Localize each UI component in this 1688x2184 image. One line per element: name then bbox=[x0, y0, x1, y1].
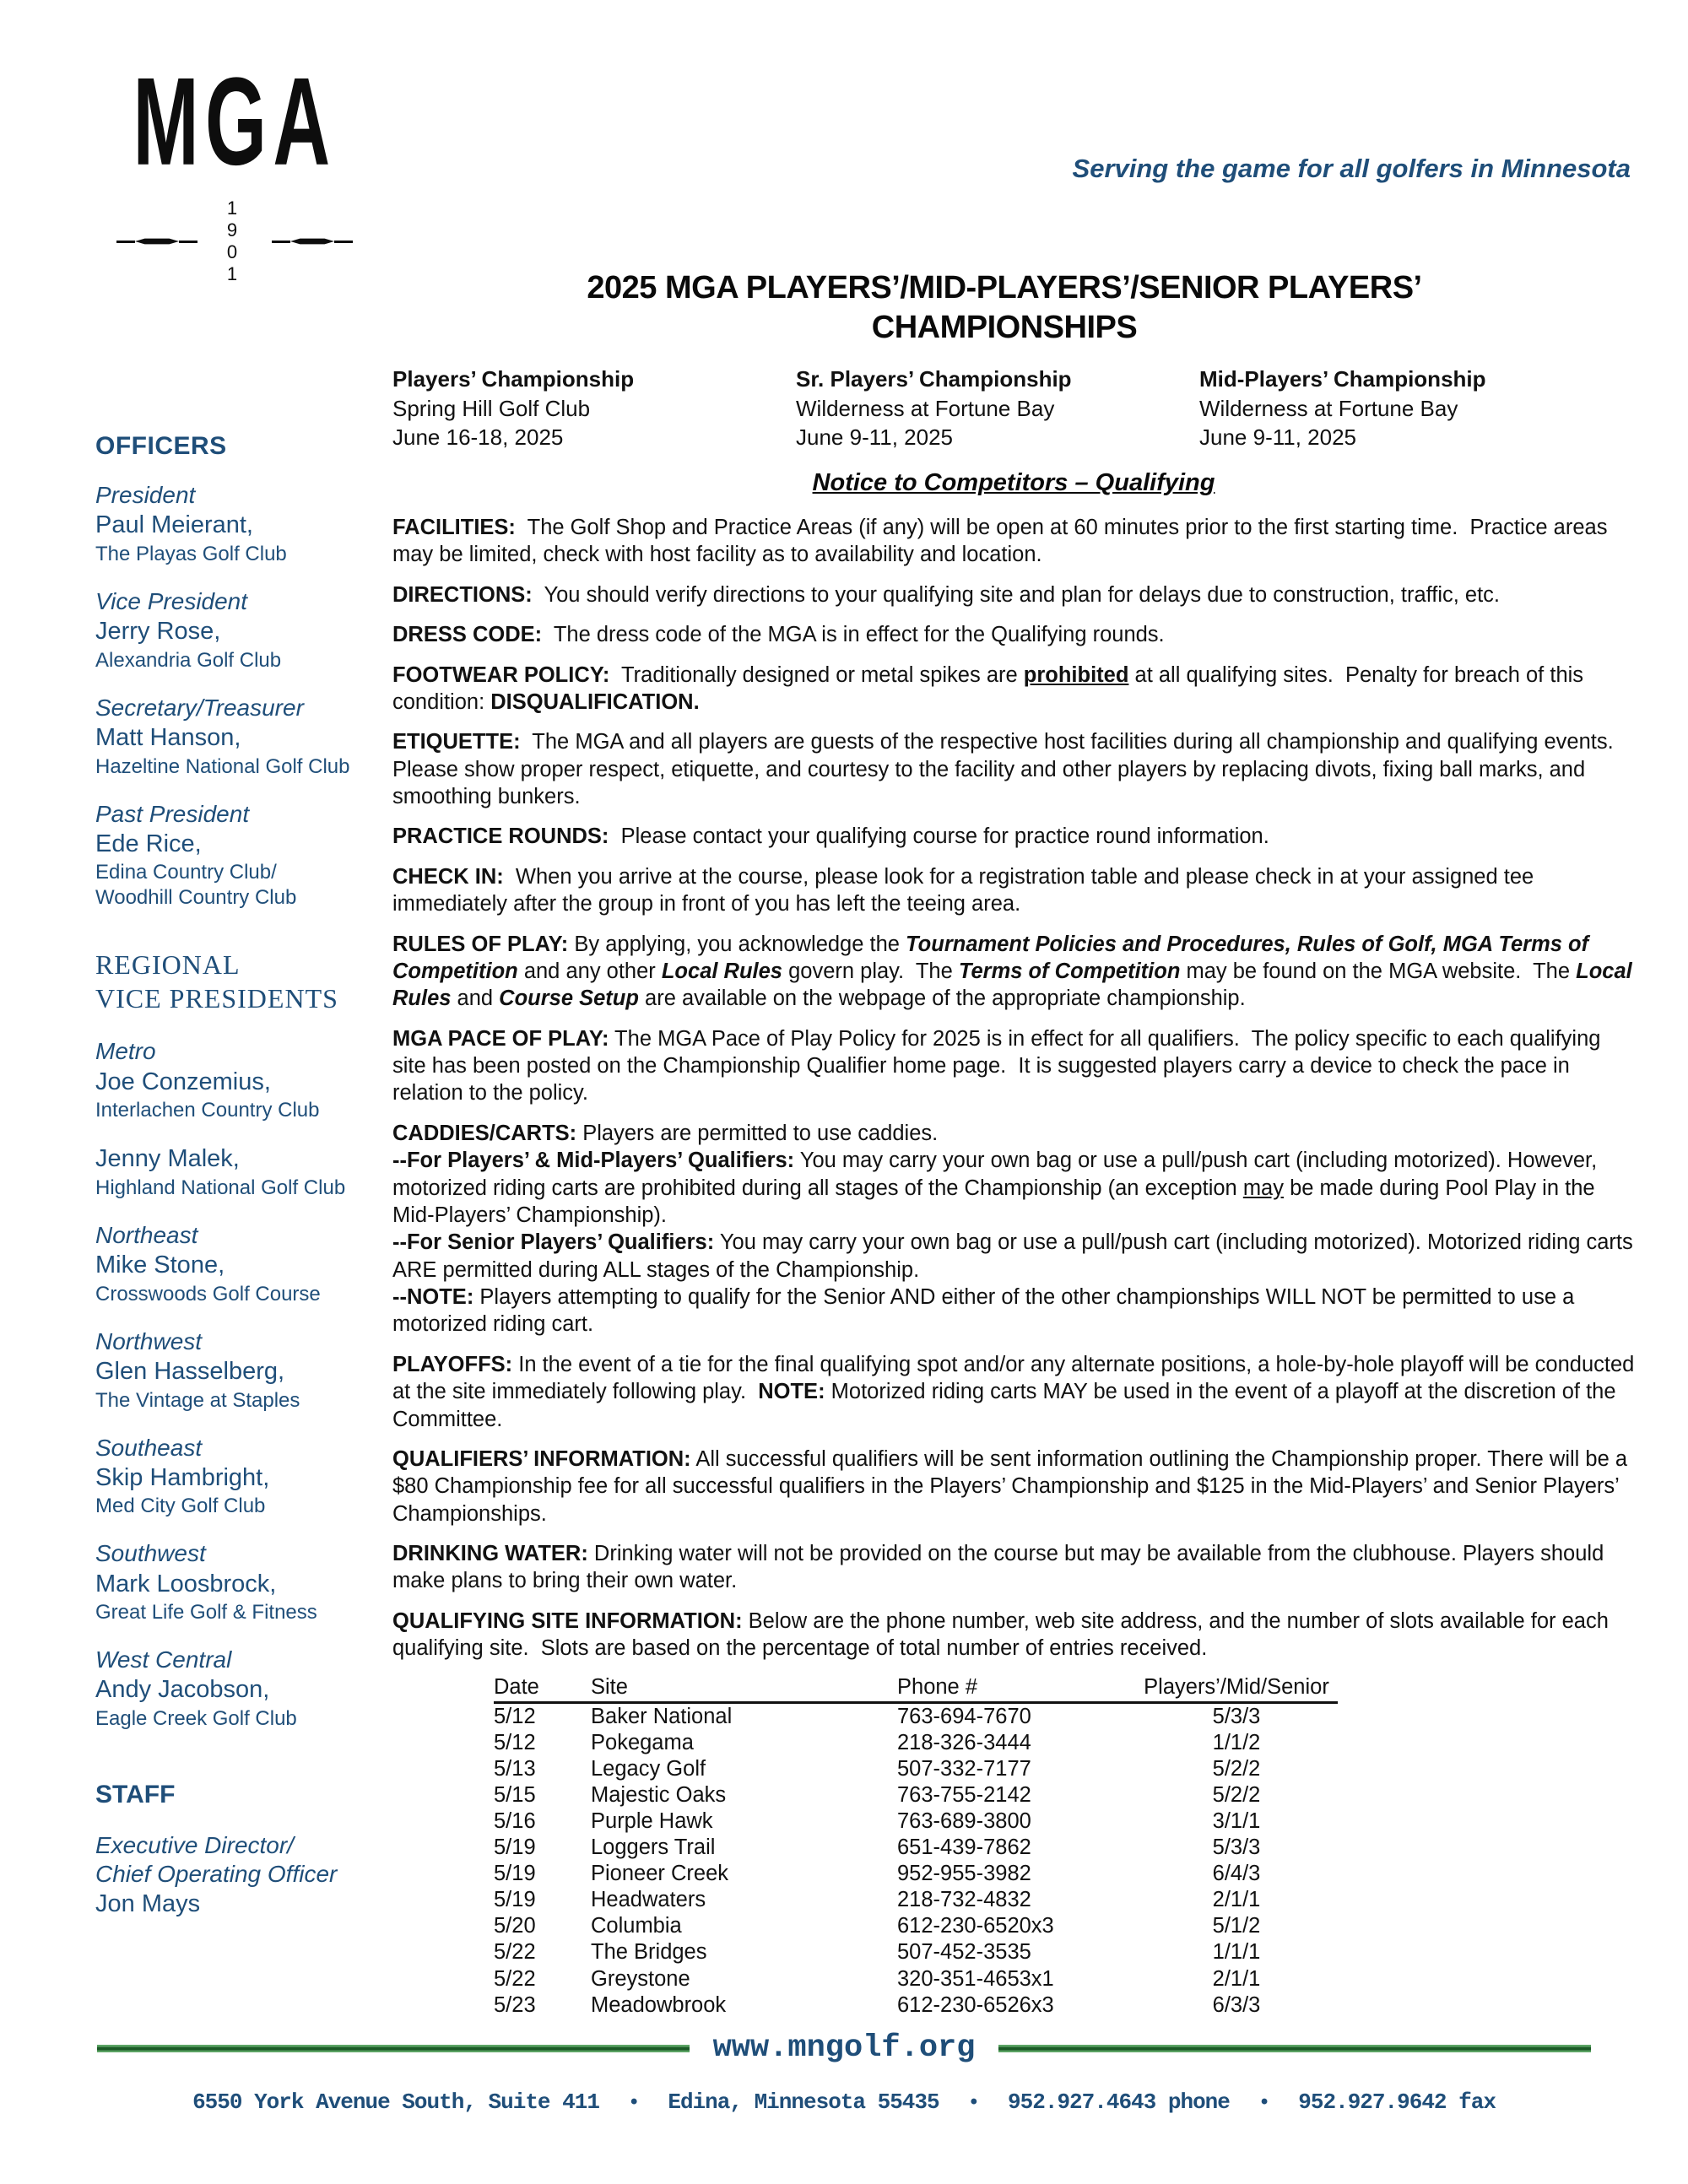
person-title: President bbox=[95, 482, 196, 508]
table-header-phone: Phone # bbox=[897, 1674, 978, 1699]
table-cell: 1/1/2 bbox=[1212, 1730, 1261, 1754]
person-name: Jon Mays bbox=[95, 1890, 201, 1918]
text-segment: and bbox=[451, 987, 500, 1011]
footer bbox=[0, 2030, 1688, 2115]
table-cell: Purple Hawk bbox=[591, 1808, 713, 1833]
text-segment: are available on the webpage of the appropriate championship. bbox=[638, 987, 1246, 1011]
text-segment: You should verify directions to your qualifying site and plan for delays due to construction, traffic, etc. bbox=[532, 582, 1501, 607]
text-segment: may bbox=[1242, 1176, 1284, 1200]
person-name: Jerry Rose, bbox=[95, 618, 221, 645]
sidebar-person bbox=[95, 1646, 374, 1732]
staff-list bbox=[95, 1831, 374, 1921]
paragraph-qualifiers-information bbox=[392, 1446, 1635, 1527]
table-row bbox=[494, 1992, 1338, 2019]
text-segment: and any other bbox=[517, 959, 662, 983]
championship-venue: Wilderness at Fortune Bay bbox=[796, 395, 1055, 421]
text-segment: Players attempting to qualify for the Senior AND either of the other championships WILL NOT be permitted to use a motorized riding cart. bbox=[392, 1285, 1581, 1337]
table-cell: 5/20 bbox=[494, 1914, 536, 1938]
table-cell: 6/4/3 bbox=[1212, 1862, 1261, 1886]
table-cell: 218-326-3444 bbox=[897, 1730, 1031, 1754]
table-row bbox=[494, 1887, 1338, 1913]
paragraph-caddies-senior bbox=[392, 1229, 1638, 1284]
sidebar bbox=[95, 432, 374, 1941]
text-segment: ETIQUETTE: bbox=[392, 730, 521, 754]
person-club: The Playas Golf Club bbox=[95, 542, 287, 565]
championship-players bbox=[392, 365, 796, 452]
table-header-site: Site bbox=[591, 1674, 628, 1699]
table-cell: 5/22 bbox=[494, 1966, 536, 1991]
text-segment: In the event of a tie for the final qualifying spot and/or any alternate positions, a hole-by-hole playoff will be conducted at the site immediately following play. bbox=[392, 1352, 1641, 1404]
footer-fax: 952.927.9642 fax bbox=[1298, 2089, 1496, 2115]
footer-address-row bbox=[0, 2089, 1688, 2115]
person-title: West Central bbox=[95, 1646, 232, 1673]
paragraph-pace-of-play bbox=[392, 1025, 1635, 1107]
championship-name: Sr. Players’ Championship bbox=[796, 366, 1072, 392]
table-cell: Pioneer Creek bbox=[591, 1862, 728, 1886]
table-cell: 612-230-6520x3 bbox=[897, 1914, 1054, 1938]
text-segment: You may carry your own bag or use a pull/push cart (including motorized). Motorized riding carts ARE permitted during ALL stages of the Championship. bbox=[392, 1230, 1638, 1282]
paragraph-directions bbox=[392, 581, 1635, 608]
championship-name: Mid-Players’ Championship bbox=[1199, 366, 1486, 392]
mga-logo-text: MGA bbox=[133, 51, 337, 192]
person-club: Highland National Golf Club bbox=[95, 1176, 346, 1199]
paragraph-practice-rounds bbox=[392, 823, 1635, 850]
table-row bbox=[494, 1808, 1338, 1835]
table-cell: 5/12 bbox=[494, 1704, 536, 1728]
table-cell: Legacy Golf bbox=[591, 1756, 706, 1781]
table-cell: Pokegama bbox=[591, 1730, 694, 1754]
text-segment: Below are the phone number, web site address, and the number of slots available for each qualifying site. Slots are based on the percentage of total number of entries received. bbox=[392, 1608, 1615, 1661]
page-title-line2: CHAMPIONSHIPS bbox=[871, 310, 1138, 346]
text-segment: govern play. The bbox=[782, 959, 959, 983]
tagline: Serving the game for all golfers in Minnesota bbox=[1072, 154, 1631, 183]
staff-header: STAFF bbox=[95, 1781, 176, 1809]
sidebar-person bbox=[95, 1143, 374, 1201]
championship-dates: June 9-11, 2025 bbox=[1199, 424, 1356, 451]
table-cell: Loggers Trail bbox=[591, 1835, 716, 1860]
text-segment: prohibited bbox=[1023, 662, 1129, 687]
text-segment: Players are permitted to use caddies. bbox=[576, 1121, 939, 1145]
table-cell: 5/22 bbox=[494, 1940, 536, 1965]
table-row bbox=[494, 1782, 1338, 1808]
text-segment: The MGA and all players are guests of the respective host facilities during all championship and qualifying events. Please show proper respect, etiquette, and courtesy to the facility and other players by replacing divots, fixing ball marks, and smoothing bunkers. bbox=[392, 730, 1626, 808]
table-row bbox=[494, 1756, 1338, 1782]
logo-ornament-right-icon bbox=[272, 238, 353, 246]
person-title: Vice President bbox=[95, 587, 248, 614]
table-row bbox=[494, 1861, 1338, 1887]
text-segment: The dress code of the MGA is in effect for the Qualifying rounds. bbox=[542, 623, 1165, 647]
text-segment: The Golf Shop and Practice Areas (if any) will be open at 60 minutes prior to the first starting time. Practice areas may be limited, check with host facility as to availability and location. bbox=[392, 516, 1614, 567]
table-row bbox=[494, 1730, 1338, 1756]
text-segment: --For Players’ & Mid-Players’ Qualifiers: bbox=[392, 1149, 795, 1173]
table-cell: Columbia bbox=[591, 1914, 682, 1938]
table-row bbox=[494, 1704, 1338, 1730]
person-title: Chief Operating Officer bbox=[95, 1861, 338, 1888]
text-segment: When you arrive at the course, please look for a registration table and please check in at your assigned tee immediately after the group in front of you has left the teeing area. bbox=[392, 864, 1540, 916]
text-segment: DIRECTIONS: bbox=[392, 582, 533, 607]
table-cell: 651-439-7862 bbox=[897, 1835, 1031, 1860]
person-name: Matt Hanson, bbox=[95, 723, 241, 751]
table-cell: 2/1/1 bbox=[1212, 1966, 1261, 1991]
text-segment: Please contact your qualifying course for practice round information. bbox=[609, 824, 1269, 849]
person-title: Southwest bbox=[95, 1540, 206, 1567]
text-segment: CADDIES/CARTS: bbox=[392, 1121, 577, 1145]
text-segment: Local Rules bbox=[392, 959, 1638, 1011]
paragraph-facilities bbox=[392, 514, 1635, 569]
mga-logo-year-row bbox=[116, 197, 353, 285]
person-name: Andy Jacobson, bbox=[95, 1676, 270, 1704]
person-title: Past President bbox=[95, 800, 250, 827]
person-club: Crosswoods Golf Course bbox=[95, 1282, 321, 1306]
person-club: Hazeltine National Golf Club bbox=[95, 754, 350, 778]
text-segment: The MGA Pace of Play Policy for 2025 is in effect for all qualifiers. The policy specific to each qualifying site has been posted on the Championship Qualifier home page. It is suggested players carry a device to check the pace in relation to the policy. bbox=[392, 1026, 1607, 1106]
sidebar-person bbox=[95, 800, 374, 911]
paragraph-playoffs bbox=[392, 1351, 1641, 1433]
mga-logo bbox=[116, 51, 353, 285]
table-cell: 5/13 bbox=[494, 1756, 536, 1781]
table-cell: 5/16 bbox=[494, 1808, 536, 1833]
sidebar-person bbox=[95, 1037, 374, 1123]
table-cell: 763-694-7670 bbox=[897, 1704, 1031, 1728]
mga-logo-year: 1 9 0 1 bbox=[226, 197, 250, 284]
text-segment: may be found on the MGA website. The bbox=[1180, 959, 1577, 983]
footer-website-row bbox=[97, 2030, 1591, 2066]
text-segment: Course Setup bbox=[499, 987, 639, 1011]
table-cell: 5/19 bbox=[494, 1888, 536, 1912]
regional-header-line1: REGIONAL bbox=[95, 949, 241, 981]
person-club: The Vintage at Staples bbox=[95, 1388, 300, 1412]
officers-list bbox=[95, 481, 374, 911]
qualifying-sites-table bbox=[494, 1675, 1338, 2019]
person-club: Eagle Creek Golf Club bbox=[95, 1707, 297, 1731]
text-segment: at all qualifying sites. Penalty for breach of this condition: bbox=[392, 662, 1590, 714]
paragraph-rules-of-play bbox=[392, 931, 1638, 1013]
logo-ornament-left-icon bbox=[116, 238, 197, 246]
text-segment: --For Senior Players’ Qualifiers: bbox=[392, 1230, 715, 1255]
person-title: Executive Director/ bbox=[95, 1832, 294, 1859]
table-cell: 5/2/2 bbox=[1212, 1782, 1261, 1807]
text-segment: Drinking water will not be provided on the course but may be available from the clubhouse. Players should make plans to bring their own water. bbox=[392, 1542, 1610, 1593]
championship-senior-players bbox=[796, 365, 1199, 452]
table-cell: 5/1/2 bbox=[1212, 1914, 1261, 1938]
table-cell: Headwaters bbox=[591, 1888, 706, 1912]
table-cell: 507-452-3535 bbox=[897, 1940, 1031, 1965]
person-name: Paul Meierant, bbox=[95, 511, 253, 539]
footer-bullet-icon: • bbox=[627, 2092, 640, 2115]
footer-green-rule-left bbox=[97, 2045, 690, 2052]
table-cell: 5/19 bbox=[494, 1862, 536, 1886]
table-cell: 6/3/3 bbox=[1212, 1992, 1261, 2017]
text-segment: FOOTWEAR POLICY: bbox=[392, 662, 610, 687]
table-cell: 5/15 bbox=[494, 1782, 536, 1807]
table-header-slots: Players’/Mid/Senior bbox=[1144, 1674, 1329, 1699]
notice-content bbox=[392, 469, 1641, 2019]
table-cell: 5/3/3 bbox=[1212, 1835, 1261, 1860]
footer-bullet-icon: • bbox=[1258, 2092, 1270, 2115]
table-body bbox=[494, 1704, 1338, 2019]
text-segment: PLAYOFFS: bbox=[392, 1352, 513, 1376]
text-segment: DISQUALIFICATION. bbox=[490, 689, 700, 714]
paragraph-qualifying-site-information bbox=[392, 1608, 1635, 1662]
sidebar-person bbox=[95, 1434, 374, 1520]
sidebar-person bbox=[95, 1539, 374, 1625]
person-name: Jenny Malek, bbox=[95, 1145, 240, 1173]
championship-name: Players’ Championship bbox=[392, 366, 635, 392]
person-title: Northeast bbox=[95, 1221, 198, 1248]
paragraph-etiquette bbox=[392, 728, 1635, 810]
person-club: Great Life Golf & Fitness bbox=[95, 1601, 317, 1624]
table-cell: 612-230-6526x3 bbox=[897, 1992, 1054, 2017]
championship-venue: Wilderness at Fortune Bay bbox=[1199, 395, 1458, 421]
sidebar-person bbox=[95, 1221, 374, 1307]
text-segment: PRACTICE ROUNDS: bbox=[392, 824, 609, 849]
table-cell: Meadowbrook bbox=[591, 1992, 727, 2017]
text-segment: --NOTE: bbox=[392, 1285, 474, 1309]
table-cell: 5/19 bbox=[494, 1835, 536, 1860]
paragraph-drinking-water bbox=[392, 1540, 1635, 1595]
person-club: Woodhill Country Club bbox=[95, 886, 297, 910]
table-row bbox=[494, 1913, 1338, 1939]
person-name: Ede Rice, bbox=[95, 830, 202, 857]
paragraph-dress-code bbox=[392, 621, 1635, 648]
page-title bbox=[371, 268, 1637, 348]
officers-header: OFFICERS bbox=[95, 432, 227, 460]
table-cell: 320-351-4653x1 bbox=[897, 1966, 1054, 1991]
person-name: Joe Conzemius, bbox=[95, 1068, 271, 1095]
notice-heading: Notice to Competitors – Qualifying bbox=[812, 469, 1215, 496]
text-segment: You may carry your own bag or use a pull/push cart (including motorized). However, motorized riding carts are prohibited during all stages of the Championship (an exception bbox=[392, 1149, 1604, 1200]
text-segment: QUALIFYING SITE INFORMATION: bbox=[392, 1608, 743, 1633]
championship-venue: Spring Hill Golf Club bbox=[392, 395, 591, 421]
text-segment: NOTE: bbox=[758, 1380, 825, 1404]
sidebar-person bbox=[95, 1831, 374, 1921]
footer-website-link[interactable]: www.mngolf.org bbox=[712, 2030, 976, 2066]
sidebar-person bbox=[95, 1327, 374, 1414]
table-cell: 2/1/1 bbox=[1212, 1888, 1261, 1912]
regional-vice-presidents-header bbox=[95, 948, 374, 1015]
footer-address: 6550 York Avenue South, Suite 411 bbox=[192, 2089, 599, 2115]
text-segment: FACILITIES: bbox=[392, 516, 516, 539]
text-segment: Terms of Competition bbox=[958, 959, 1181, 983]
table-cell: 507-332-7177 bbox=[897, 1756, 1031, 1781]
table-cell: Baker National bbox=[591, 1704, 733, 1728]
table-row bbox=[494, 1966, 1338, 1992]
text-segment: All successful qualifiers will be sent information outlining the Championship proper. There will be a $80 Championship fee for all successful qualifiers in the Players’ Championship and $125 in the Mid-Players’ and Senior Players’ Championships. bbox=[392, 1446, 1634, 1526]
table-cell: 763-689-3800 bbox=[897, 1808, 1031, 1833]
person-club: Interlachen Country Club bbox=[95, 1099, 320, 1122]
person-name: Mike Stone, bbox=[95, 1251, 225, 1279]
table-header-row bbox=[494, 1675, 1338, 1704]
person-title: Southeast bbox=[95, 1434, 203, 1461]
sidebar-person bbox=[95, 694, 374, 780]
championship-dates: June 9-11, 2025 bbox=[796, 424, 953, 451]
table-cell: 763-755-2142 bbox=[897, 1782, 1031, 1807]
person-name: Mark Loosbrock, bbox=[95, 1570, 277, 1597]
text-segment: Local Rules bbox=[661, 959, 782, 983]
text-segment: QUALIFIERS’ INFORMATION: bbox=[392, 1446, 691, 1471]
table-cell: 5/23 bbox=[494, 1992, 536, 2017]
person-club: Edina Country Club/ bbox=[95, 861, 277, 884]
person-club: Med City Golf Club bbox=[95, 1495, 266, 1518]
text-segment: DRINKING WATER: bbox=[392, 1542, 588, 1565]
championship-dates: June 16-18, 2025 bbox=[392, 424, 564, 451]
paragraph-caddies-carts bbox=[392, 1120, 1635, 1147]
person-name: Glen Hasselberg, bbox=[95, 1357, 285, 1385]
paragraph-caddies-players bbox=[392, 1147, 1635, 1229]
table-cell: 5/3/3 bbox=[1212, 1704, 1261, 1728]
footer-bullet-icon: • bbox=[967, 2092, 980, 2115]
footer-phone: 952.927.4643 phone bbox=[1008, 2089, 1230, 2115]
table-header-date: Date bbox=[494, 1674, 539, 1699]
regional-header-line2: VICE PRESIDENTS bbox=[95, 983, 338, 1014]
championship-mid-players bbox=[1199, 365, 1603, 452]
text-segment: Motorized riding carts MAY be used in the event of a playoff at the discretion of the Committee. bbox=[392, 1380, 1622, 1431]
regional-vps-list bbox=[95, 1037, 374, 1732]
table-cell: 5/12 bbox=[494, 1730, 536, 1754]
table-cell: Majestic Oaks bbox=[591, 1782, 727, 1807]
table-row bbox=[494, 1835, 1338, 1861]
text-segment: By applying, you acknowledge the bbox=[568, 932, 906, 956]
paragraph-footwear-policy bbox=[392, 662, 1635, 716]
text-segment: CHECK IN: bbox=[392, 864, 504, 889]
person-club: Alexandria Golf Club bbox=[95, 648, 282, 672]
text-segment: Tournament Policies and Procedures, Rules of Golf, MGA Terms of Competition bbox=[392, 932, 1595, 983]
text-segment: Traditionally designed or metal spikes are bbox=[609, 662, 1024, 687]
footer-green-rule-right bbox=[998, 2045, 1591, 2052]
table-row bbox=[494, 1939, 1338, 1965]
table-cell: The Bridges bbox=[591, 1940, 707, 1965]
table-cell: Greystone bbox=[591, 1966, 690, 1991]
table-cell: 218-732-4832 bbox=[897, 1888, 1031, 1912]
text-segment: be made during Pool Play in the Mid-Players’ Championship). bbox=[392, 1176, 1601, 1227]
text-segment: DRESS CODE: bbox=[392, 623, 543, 647]
championships-row bbox=[392, 365, 1633, 452]
person-title: Metro bbox=[95, 1038, 156, 1065]
sidebar-person bbox=[95, 481, 374, 567]
person-title: Northwest bbox=[95, 1327, 203, 1354]
table-cell: 952-955-3982 bbox=[897, 1862, 1031, 1886]
table-cell: 1/1/1 bbox=[1212, 1940, 1261, 1965]
footer-city: Edina, Minnesota 55435 bbox=[668, 2089, 939, 2115]
paragraph-caddies-note bbox=[392, 1284, 1635, 1338]
page-title-line1: 2025 MGA PLAYERS’/MID-PLAYERS’/SENIOR PLAYERS’ bbox=[587, 270, 1422, 305]
person-title: Secretary/Treasurer bbox=[95, 694, 304, 721]
table-cell: 3/1/1 bbox=[1212, 1808, 1261, 1833]
table-cell: 5/2/2 bbox=[1212, 1756, 1261, 1781]
paragraph-check-in bbox=[392, 863, 1635, 918]
person-name: Skip Hambright, bbox=[95, 1463, 270, 1491]
text-segment: MGA PACE OF PLAY: bbox=[392, 1026, 609, 1051]
sidebar-person bbox=[95, 587, 374, 673]
text-segment: RULES OF PLAY: bbox=[392, 932, 569, 956]
